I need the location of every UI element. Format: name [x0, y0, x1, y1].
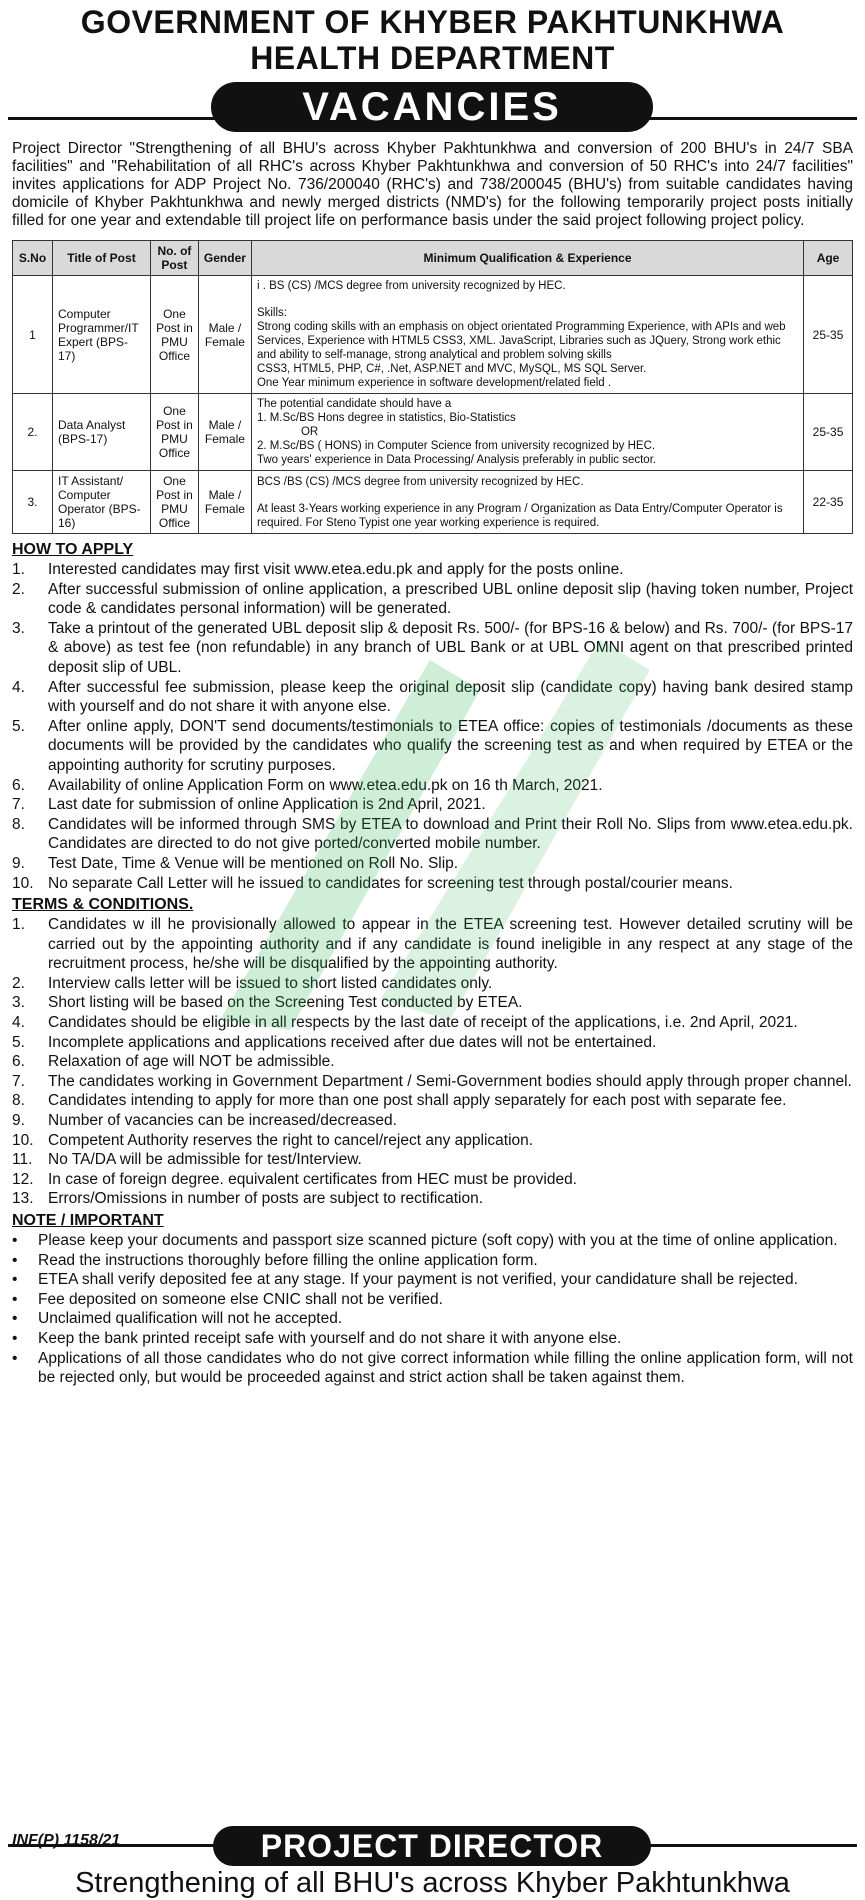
- list-item: [12, 974, 853, 994]
- cell-title: IT Assistant/ Computer Operator (BPS- 16): [52, 471, 150, 534]
- cell-gender: Male / Female: [198, 394, 251, 471]
- cell-qualification: [251, 471, 803, 534]
- list-item: [12, 874, 853, 894]
- list-item: [12, 1189, 853, 1209]
- item-text: Candidates w ill he provisionally allowed to appear in the ETEA screening test. However detailed scrutiny will be carried out by the appointing authority and if any candidate is found ineligible in any respect at any stage of the recruitment process, he/she will be disqualified by the appointing authority.: [48, 916, 853, 973]
- cell-qualification: [251, 394, 803, 471]
- cell-title: Computer Programmer/IT Expert (BPS-17): [52, 276, 150, 394]
- qualification-line: Strong coding skills with an emphasis on object orientated Programming Experience, with APIs and web Services, Experience with HTML5 CSS3, XML. JavaScript, Libraries such as JQuery, Strong work ethic and ability to self-manage, strong analytical and problem solving skills: [256, 321, 786, 361]
- item-number: 4.: [12, 678, 25, 696]
- item-text: Candidates intending to apply for more than one post shall apply separately for each post with separate fee.: [48, 1092, 787, 1110]
- qualification-line: CSS3, HTML5, PHP, C#, .Net, ASP.NET and MVC, MySQL, MS SQL Server.: [256, 363, 647, 375]
- item-text: Availability of online Application Form on www.etea.edu.pk on 16 th March, 2021.: [48, 776, 603, 794]
- item-number: 6.: [12, 1053, 25, 1071]
- list-item: [12, 1290, 853, 1310]
- list-item: [12, 1270, 853, 1290]
- item-text: Applications of all those candidates who do not give correct information while filling the online application form, will not be rejected only, but would be proceeded against and strict action shall be taken against them.: [38, 1349, 853, 1387]
- col-sno: S.No: [13, 241, 53, 276]
- cell-sno: 1: [13, 276, 53, 394]
- qualification-line: OR: [300, 426, 319, 438]
- item-text: No TA/DA will be admissible for test/Interview.: [48, 1151, 362, 1169]
- how-to-apply-list: [0, 560, 865, 893]
- table-row: [13, 471, 853, 534]
- col-age: Age: [804, 241, 853, 276]
- item-text: No separate Call Letter will he issued to candidates for screening test through postal/courier means.: [48, 874, 733, 892]
- item-number: 9.: [12, 854, 25, 872]
- vacancies-label: VACANCIES: [211, 82, 653, 132]
- cell-posts: One Post in PMU Office: [150, 394, 198, 471]
- list-item: [12, 1150, 853, 1170]
- item-number: 3.: [12, 619, 25, 637]
- item-number: 6.: [12, 776, 25, 794]
- item-text: Relaxation of age will NOT be admissible.: [48, 1053, 335, 1071]
- list-item: [12, 1251, 853, 1271]
- signatory-label: PROJECT DIRECTOR: [213, 1826, 651, 1866]
- reference-number: INF(P) 1158/21: [12, 1832, 121, 1849]
- item-number: 10.: [12, 1131, 34, 1149]
- table-row: [13, 276, 853, 394]
- list-item: [12, 1170, 853, 1190]
- list-item: [12, 1072, 853, 1092]
- item-number: 11.: [12, 1151, 33, 1169]
- list-item: [12, 1013, 853, 1033]
- vacancies-table: [12, 240, 853, 534]
- item-number: 1.: [12, 561, 25, 578]
- cell-sno: 2.: [13, 394, 53, 471]
- qualification-line: [257, 293, 798, 306]
- qualification-line: Two years' experience in Data Processing/ Analysis preferably in public sector.: [256, 454, 657, 466]
- list-item: [12, 1033, 853, 1053]
- qualification-line: [257, 489, 798, 502]
- item-text: Read the instructions thoroughly before filling the online application form.: [38, 1251, 538, 1269]
- item-text: Candidates will be informed through SMS by ETEA to download and Print their Roll No. Slips from www.etea.edu.pk. Candidates are directed to do not give ported/converted mobile number.: [48, 815, 853, 853]
- qualification-line: Skills:: [256, 307, 287, 319]
- item-number: 5.: [12, 717, 25, 735]
- item-text: Errors/Omissions in number of posts are subject to rectification.: [48, 1190, 484, 1208]
- item-number: 2.: [12, 974, 25, 992]
- item-number: 7.: [12, 1072, 25, 1090]
- list-item: [12, 1091, 853, 1111]
- item-text: ETEA shall verify deposited fee at any stage. If your payment is not verified, your candidature shall be rejected.: [38, 1271, 798, 1289]
- list-item: [12, 795, 853, 815]
- table-row: [13, 394, 853, 471]
- qualification-line: At least 3-Years working experience in any Program / Organization as Data Entry/Computer Operator is required. For Steno Typist one year working experience is required.: [256, 502, 783, 529]
- col-gender: Gender: [198, 241, 251, 276]
- list-item: [12, 678, 853, 717]
- footer: [0, 1826, 865, 1899]
- list-item: [12, 915, 853, 974]
- list-item: [12, 776, 853, 796]
- item-text: Test Date, Time & Venue will be mentioned on Roll No. Slip.: [48, 854, 459, 872]
- bullet-icon: •: [12, 1329, 18, 1347]
- list-item: [12, 1231, 853, 1251]
- cell-age: 25-35: [804, 394, 853, 471]
- cell-posts: One Post in PMU Office: [150, 471, 198, 534]
- bullet-icon: •: [12, 1310, 18, 1328]
- list-item: [12, 1111, 853, 1131]
- vacancies-banner: [0, 80, 865, 136]
- item-text: After successful fee submission, please keep the original deposit slip (candidate copy) having bank desired stamp with yourself and do not share it with anyone else.: [48, 678, 853, 716]
- cell-posts: One Post in PMU Office: [150, 276, 198, 394]
- cell-age: 22-35: [804, 471, 853, 534]
- intro-paragraph: Project Director "Strengthening of all BHU's across Khyber Pakhtunkhwa and conversion of 200 BHU's in 24/7 SBA facilities" and "Rehabilitation of all RHC's across Khyber Pakhtunkhwa and conversion of 50 RHC's into 24/7 facilities" invites applications for ADP Project No. 736/200040 (RHC's) and 738/200045 (BHU's) from suitable candidates having domicile of Khyber Pakhtunkhwa and newly merged districts (NMD's) for the following temporarily project posts initially filled for one year and extendable till project life on performance basis under the said project following project policy.: [12, 140, 853, 229]
- item-text: Short listing will be based on the Screening Test conducted by ETEA.: [48, 994, 523, 1012]
- list-item: [12, 619, 853, 678]
- bullet-icon: •: [12, 1349, 18, 1367]
- item-text: Incomplete applications and applications received after due dates will not be entertained.: [48, 1033, 657, 1051]
- list-item: [12, 854, 853, 874]
- cell-age: 25-35: [804, 276, 853, 394]
- item-number: 8.: [12, 815, 25, 833]
- cell-title: Data Analyst (BPS-17): [52, 394, 150, 471]
- item-text: Competent Authority reserves the right to cancel/reject any application.: [48, 1131, 534, 1149]
- col-posts: No. of Post: [150, 241, 198, 276]
- notes-list: [0, 1231, 865, 1388]
- qualification-line: i . BS (CS) /MCS degree from university recognized by HEC.: [256, 280, 566, 292]
- list-item: [12, 815, 853, 854]
- bullet-icon: •: [12, 1232, 18, 1249]
- list-item: [12, 717, 853, 776]
- col-title: Title of Post: [52, 241, 150, 276]
- item-text: After successful submission of online application, a prescribed UBL online deposit slip (having token number, Project code & candidates personal information) will be generated.: [48, 580, 853, 618]
- item-text: Take a printout of the generated UBL deposit slip & deposit Rs. 500/- (for BPS-16 & below) and Rs. 700/- (for BPS-17 & above) as test fee (non refundable) in any branch of UBL Bank or at UBL OMNI agent on that prescribed printed deposit slip of UBL.: [48, 619, 853, 676]
- list-item: [12, 1349, 853, 1388]
- item-text: After online apply, DON'T send documents/testimonials to ETEA office: copies of testimonials /documents as these documents will be provided by the candidates who qualify the screening test as and when required by ETEA or the appointing authority for scrutiny purposes.: [48, 717, 853, 774]
- project-subtitle: Strengthening of all BHU's across Khyber Pakhtunkhwa: [75, 1867, 790, 1899]
- qualification-line: The potential candidate should have a: [256, 398, 452, 410]
- table-header-row: [13, 241, 853, 276]
- item-number: 8.: [12, 1092, 25, 1110]
- item-number: 1.: [12, 916, 25, 934]
- notes-heading: NOTE / IMPORTANT: [12, 1212, 164, 1229]
- item-number: 10.: [12, 874, 34, 892]
- list-item: [12, 993, 853, 1013]
- item-text: Interested candidates may first visit www.etea.edu.pk and apply for the posts online.: [48, 561, 624, 578]
- item-number: 5.: [12, 1033, 25, 1051]
- list-item: [12, 1052, 853, 1072]
- cell-qualification: [251, 276, 803, 394]
- item-number: 9.: [12, 1112, 25, 1130]
- how-to-apply-heading: HOW TO APPLY: [12, 541, 134, 558]
- item-number: 2.: [12, 580, 25, 598]
- item-number: 13.: [12, 1190, 34, 1208]
- item-number: 7.: [12, 796, 25, 814]
- item-text: Last date for submission of online Application is 2nd April, 2021.: [48, 796, 486, 814]
- terms-heading: TERMS & CONDITIONS.: [12, 896, 194, 914]
- qualification-line: BCS /BS (CS) /MCS degree from university recognized by HEC.: [256, 475, 584, 488]
- list-item: [12, 1131, 853, 1151]
- item-text: Number of vacancies can be increased/decreased.: [48, 1112, 397, 1130]
- list-item: [12, 580, 853, 619]
- item-text: Keep the bank printed receipt safe with yourself and do not share it with anyone else.: [38, 1329, 622, 1347]
- qualification-line: 1. M.Sc/BS Hons degree in statistics, Bio-Statistics: [256, 412, 516, 424]
- qualification-line: One Year minimum experience in software development/related field .: [256, 377, 612, 389]
- bullet-icon: •: [12, 1271, 18, 1289]
- item-text: Unclaimed qualification will not he accepted.: [38, 1310, 343, 1328]
- item-text: Interview calls letter will be issued to short listed candidates only.: [48, 974, 493, 992]
- item-number: 12.: [12, 1170, 34, 1188]
- org-title: GOVERNMENT OF KHYBER PAKHTUNKHWA: [80, 4, 785, 40]
- department-title: HEALTH DEPARTMENT: [250, 40, 615, 76]
- list-item: [12, 1309, 853, 1329]
- cell-sno: 3.: [13, 471, 53, 534]
- bullet-icon: •: [12, 1290, 18, 1308]
- list-item: [12, 560, 853, 580]
- item-text: In case of foreign degree. equivalent certificates from HEC must be provided.: [48, 1170, 577, 1188]
- item-number: 3.: [12, 994, 25, 1012]
- item-text: The candidates working in Government Department / Semi-Government bodies should apply through proper channel.: [48, 1072, 852, 1090]
- item-text: Candidates should be eligible in all respects by the last date of receipt of the applications, i.e. 2nd April, 2021.: [48, 1014, 798, 1032]
- cell-gender: Male / Female: [198, 276, 251, 394]
- item-number: 4.: [12, 1014, 25, 1032]
- qualification-line: 2. M.Sc/BS ( HONS) in Computer Science from university recognized by HEC.: [256, 440, 656, 452]
- cell-gender: Male / Female: [198, 471, 251, 534]
- item-text: Please keep your documents and passport size scanned picture (soft copy) with you at the time of online application.: [38, 1232, 838, 1249]
- col-qualification: Minimum Qualification & Experience: [251, 241, 803, 276]
- list-item: [12, 1329, 853, 1349]
- bullet-icon: •: [12, 1251, 18, 1269]
- terms-list: [0, 915, 865, 1209]
- item-text: Fee deposited on someone else CNIC shall not be verified.: [38, 1290, 443, 1308]
